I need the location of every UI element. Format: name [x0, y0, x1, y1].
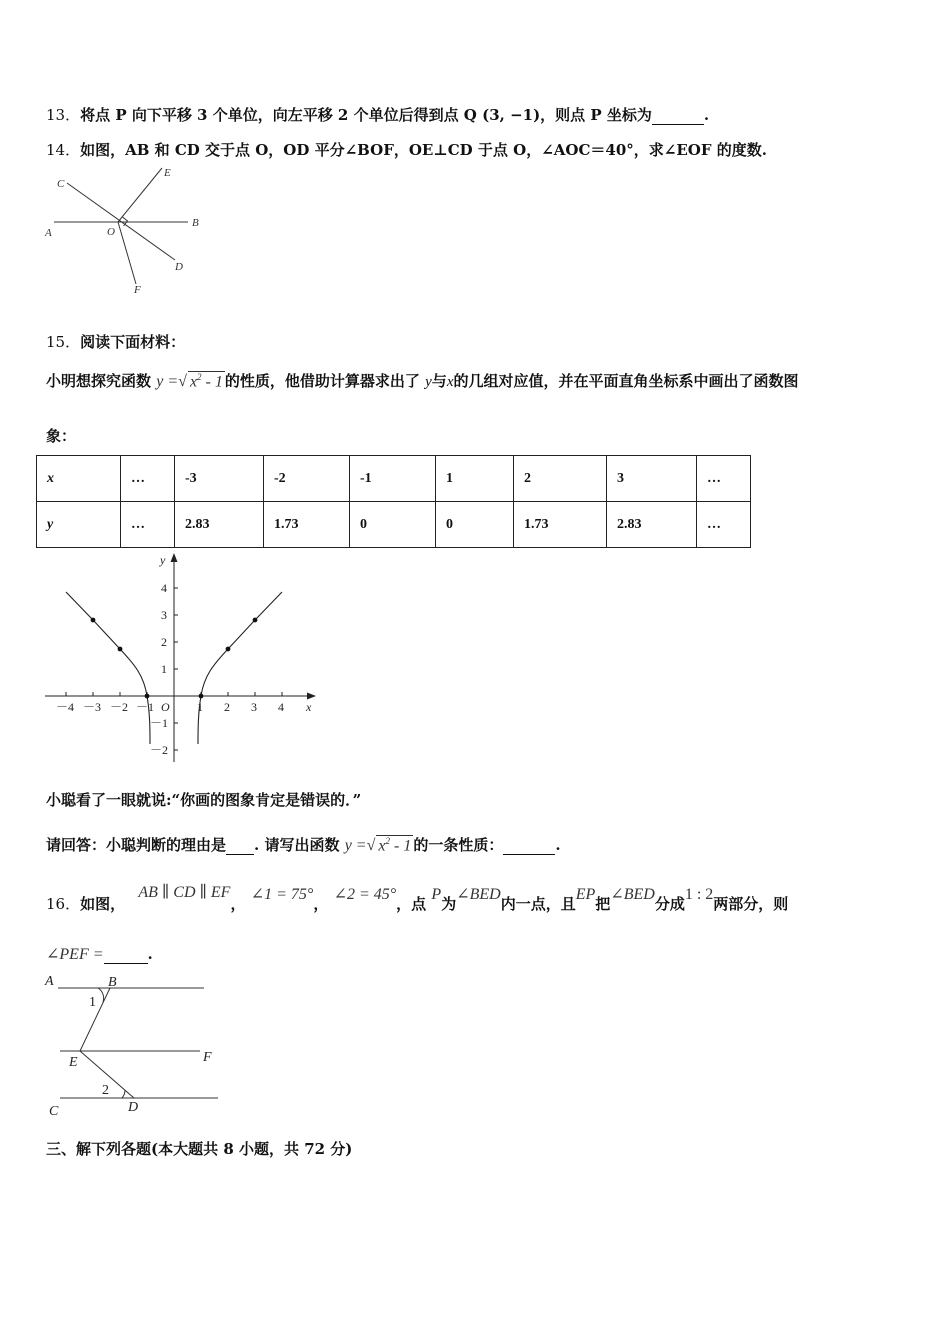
q14-text: 如图，AB 和 CD 交于点 O，OD 平分∠BOF，OE⊥CD 于点 O，∠AOC＝40°，求∠EOF 的度数.: [80, 141, 767, 159]
q15-intro-wrap: [46, 425, 76, 446]
q16-angle-bed: ∠BED: [456, 886, 501, 903]
q15-property-blank[interactable]: [503, 836, 555, 855]
origin-label: O: [161, 700, 170, 714]
point: [253, 618, 258, 623]
table-row-y: [37, 502, 751, 548]
func-radicand: x: [378, 837, 386, 854]
table-cell: …: [121, 456, 175, 502]
y-ticks: [174, 588, 178, 750]
q16-sep: ，: [313, 895, 329, 913]
label-e: E: [69, 1055, 78, 1070]
q16-ep: EP: [575, 886, 596, 903]
table-cell: 0: [350, 502, 436, 548]
q16-angle2: ∠2 = 45°: [333, 886, 397, 903]
table-cell: -3: [175, 456, 264, 502]
q16-point-p: P: [431, 886, 442, 903]
q15-intro-prefix: 小明想探究函数: [46, 372, 152, 390]
ray-oe: [118, 168, 162, 222]
table-cell: 1: [436, 456, 514, 502]
q15-intro-wrap-text: 象：: [46, 427, 77, 445]
label-b: B: [192, 217, 199, 229]
q16-lead: 如图，: [80, 895, 126, 913]
x-tick-label: －2: [110, 700, 129, 714]
label-b: B: [108, 975, 117, 990]
y-tick-label: 4: [161, 581, 167, 595]
angle2-arc: [122, 1090, 125, 1098]
func-lhs: y =: [344, 837, 367, 854]
q13-answer-blank[interactable]: [652, 106, 704, 125]
func-exponent: 2: [385, 835, 390, 846]
table-cell: x: [37, 456, 121, 502]
q16-inside: 内一点，且: [500, 895, 576, 913]
label-f: F: [134, 284, 141, 296]
x-tick-label: －4: [56, 700, 75, 714]
y-axis-label: y: [160, 553, 166, 567]
table-cell: …: [121, 502, 175, 548]
label-f: F: [203, 1050, 212, 1065]
q13-text: 将点 P 向下平移 3 个单位，向左平移 2 个单位后得到点 Q (3, −1)，则点 P 坐标为: [80, 106, 652, 124]
y-tick-label: 2: [161, 635, 167, 649]
q16-sep: ，: [230, 895, 246, 913]
q16-answer-blank[interactable]: [104, 945, 148, 964]
q15-reason-blank[interactable]: [226, 836, 254, 855]
var-y: y: [425, 374, 432, 390]
x-axis-label: x: [306, 700, 312, 714]
table-cell: 3: [607, 456, 697, 502]
q15-ask-end: .: [555, 836, 561, 854]
table-cell: -1: [350, 456, 436, 502]
func-lhs: y =: [156, 373, 179, 390]
q15-intro-line: [46, 370, 799, 391]
curve-left: [66, 592, 150, 744]
y-tick-label: －2: [150, 743, 169, 757]
q14-figure: [40, 160, 220, 300]
func-radical: [188, 371, 225, 391]
table-cell: 2.83: [175, 502, 264, 548]
table-row-x: [37, 456, 751, 502]
point: [199, 694, 204, 699]
table-cell: 1.73: [514, 502, 607, 548]
label-d: D: [128, 1100, 139, 1115]
point: [118, 647, 123, 652]
label-d: D: [175, 261, 183, 273]
ray-of: [118, 222, 136, 284]
label-c: C: [49, 1104, 59, 1119]
q14-number: 14．: [46, 141, 81, 159]
q16-ask-line: [46, 944, 153, 964]
label-e: E: [164, 167, 171, 179]
func-rest: - 1: [201, 373, 223, 390]
table-cell: …: [697, 456, 751, 502]
q16-ask: ∠PEF =: [46, 946, 104, 963]
func-exponent: 2: [197, 371, 202, 382]
angle1-arc: [98, 988, 104, 1002]
label-o: O: [107, 226, 115, 238]
q15-intro-c: 的几组对应值，并在平面直角坐标系中画出了函数图: [453, 372, 799, 390]
func-rest: - 1: [390, 837, 412, 854]
q16-pt-lead: ，点: [396, 895, 427, 913]
x-tick-label: 4: [278, 700, 284, 714]
section3-title-line: [46, 1138, 352, 1159]
q16-ba: 把: [595, 895, 611, 913]
q15-remark: 小聪看了一眼就说:“你画的图象肯定是错误的．”: [46, 791, 362, 809]
q16-figure: [40, 968, 230, 1120]
table-cell: 0: [436, 502, 514, 548]
q15-remark-line: [46, 789, 361, 810]
table-cell: -2: [264, 456, 350, 502]
q16-line: [46, 884, 789, 914]
table-cell: y: [37, 502, 121, 548]
q16-wei: 为: [441, 895, 457, 913]
q13-line: [46, 104, 709, 125]
q16-end: .: [147, 945, 153, 963]
label-2: 2: [102, 1083, 109, 1098]
func-radical: [376, 835, 413, 855]
label-c: C: [57, 178, 65, 190]
table-cell: 2: [514, 456, 607, 502]
x-tick-label: 1: [197, 700, 203, 714]
y-tick-label: 3: [161, 608, 167, 622]
q16-ratio: 1 : 2: [684, 886, 714, 903]
table-cell: …: [697, 502, 751, 548]
label-1: 1: [89, 995, 96, 1010]
q15-ask-a: 请回答：小聪判断的理由是: [46, 836, 227, 854]
q15-ask-c: 的一条性质：: [413, 836, 504, 854]
q16-angle1: ∠1 = 75°: [250, 886, 314, 903]
q15-number: 15．: [46, 333, 81, 351]
x-tick-label: 3: [251, 700, 257, 714]
q15-graph: [40, 548, 330, 768]
y-axis-arrow: [171, 553, 178, 562]
q16-parts: 两部分，则: [713, 895, 789, 913]
func-radicand: x: [189, 373, 198, 390]
q16-split: 分成: [654, 895, 685, 913]
q16-parallel-expr: AB ∥ CD ∥ EF: [138, 884, 231, 901]
section3-title: 三、解下列各题(本大题共 8 小题，共 72 分): [46, 1140, 353, 1158]
label-a: A: [45, 974, 54, 989]
x-tick-label: －1: [136, 700, 155, 714]
point: [226, 647, 231, 652]
point: [91, 618, 96, 623]
value-table: [36, 455, 751, 548]
x-tick-label: 2: [224, 700, 230, 714]
q15-ask-line: [46, 834, 561, 855]
x-axis-arrow: [307, 693, 316, 700]
q16-angle-bed-2: ∠BED: [610, 886, 655, 903]
table-cell: 2.83: [607, 502, 697, 548]
y-tick-label: －1: [150, 716, 169, 730]
q14-line: [46, 139, 767, 160]
q15-intro-b: 与: [431, 372, 447, 390]
q13-number: 13．: [46, 106, 81, 124]
q13-end: .: [703, 106, 710, 124]
q16-number: 16．: [46, 895, 81, 913]
q15-intro-a: 的性质，他借助计算器求出了: [224, 372, 420, 390]
y-tick-label: 1: [161, 662, 167, 676]
table-cell: 1.73: [264, 502, 350, 548]
label-a: A: [45, 227, 52, 239]
q15-title: 阅读下面材料：: [80, 333, 186, 351]
q15-title-line: [46, 331, 185, 352]
q15-ask-b: . 请写出函数: [254, 836, 340, 854]
x-tick-label: －3: [83, 700, 102, 714]
curve-right: [198, 592, 282, 744]
var-x: x: [446, 374, 454, 390]
q15-function-formula-2: y =√ $x^2 - 1$: [344, 835, 412, 854]
q15-function-formula: y =√ $x^2 - 1$: [156, 371, 223, 390]
point: [145, 694, 150, 699]
